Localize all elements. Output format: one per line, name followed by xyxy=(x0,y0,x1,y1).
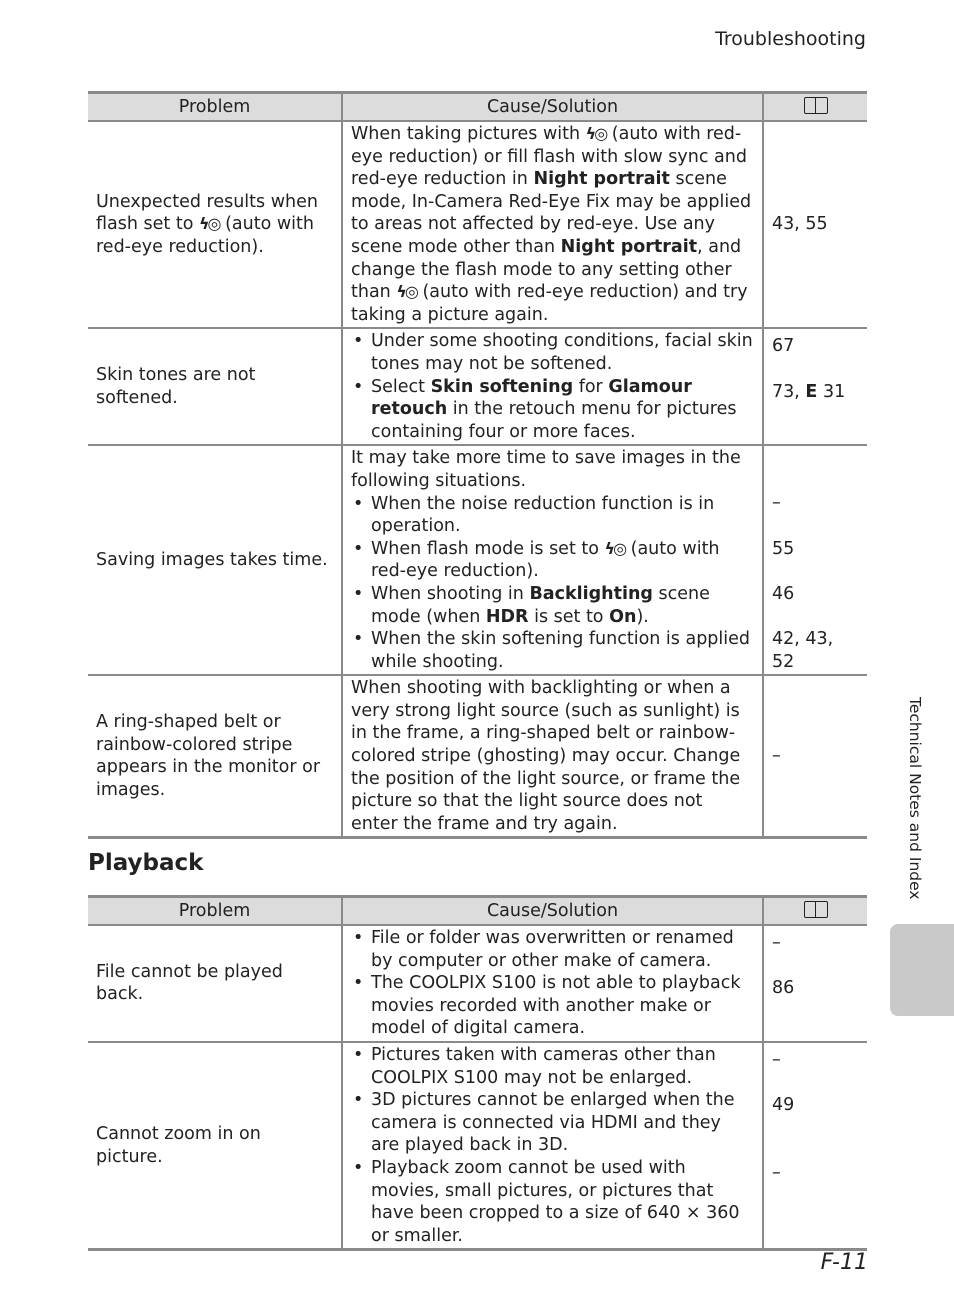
cause-cell: When shooting with backlighting or when a very strong light source (such as sunlight) is in the frame, a ring-shaped belt or rainbow-colored stripe (ghosting) may occur. Change the position of the light source, or frame the picture so that the light source does not enter the frame and try again. xyxy=(342,675,763,838)
troubleshooting-table xyxy=(88,91,867,839)
reference-e-icon: E xyxy=(805,381,818,402)
side-section-label: Technical Notes and Index xyxy=(906,697,924,900)
flash-redeye-icon: ϟ◎ xyxy=(198,214,220,234)
flash-redeye-icon: ϟ◎ xyxy=(396,282,417,302)
table-row xyxy=(88,1042,867,1250)
table-header-row xyxy=(88,93,867,122)
list-item: • When the skin softening function is applied while shooting. xyxy=(351,628,754,673)
cause-cell xyxy=(342,1042,763,1250)
reference-cell: 67 73, E 31 xyxy=(763,328,867,445)
column-header-problem: Problem xyxy=(88,93,342,122)
cause-cell: It may take more time to save images in the following situations. • When the noise reduction function is in operation. • When flash mode is set to ϟ◎ (auto with red-eye reduction). • When shooting in Backlighting scene mode (when HDR is set to On). • When the skin softening function is applied while shooting. xyxy=(342,445,763,675)
section-title-playback: Playback xyxy=(88,850,204,876)
column-header-reference xyxy=(763,93,867,122)
problem-cell: A ring-shaped belt or rainbow-colored stripe appears in the monitor or images. xyxy=(88,675,342,838)
playback-table xyxy=(88,895,867,1251)
list-item: • Pictures taken with cameras other than COOLPIX S100 may not be enlarged. xyxy=(351,1044,754,1089)
table-row xyxy=(88,675,867,838)
side-index-tab xyxy=(890,924,954,1016)
flash-redeye-icon: ϟ◎ xyxy=(604,538,626,558)
book-reference-icon xyxy=(804,901,828,918)
table-row xyxy=(88,328,867,445)
reference-cell: 43, 55 xyxy=(763,121,867,328)
flash-redeye-icon: ϟ◎ xyxy=(585,124,607,143)
problem-cell: Skin tones are not softened. xyxy=(88,328,342,445)
list-item: • Select Skin softening for Glamour retouch in the retouch menu for pictures containing four or more faces. xyxy=(351,376,754,444)
problem-cell: Cannot zoom in on picture. xyxy=(88,1042,342,1250)
column-header-cause: Cause/Solution xyxy=(342,897,763,926)
reference-cell: – xyxy=(763,675,867,838)
problem-cell: Unexpected results when flash set to ϟ◎ (auto with red-eye reduction). xyxy=(88,121,342,328)
list-item: • When flash mode is set to ϟ◎ (auto with red-eye reduction). xyxy=(351,538,754,583)
column-header-problem: Problem xyxy=(88,897,342,926)
reference-cell: – 55 46 42, 43, 52 xyxy=(763,445,867,675)
table-row xyxy=(88,445,867,675)
reference-cell: – 49 – xyxy=(763,1042,867,1250)
list-item: • Under some shooting conditions, facial skin tones may not be softened. xyxy=(351,330,754,375)
page-prefix-icon: F xyxy=(820,1250,833,1275)
cause-cell xyxy=(342,328,763,445)
table-row xyxy=(88,121,867,328)
list-item: • File or folder was overwritten or renamed by computer or other make of camera. xyxy=(351,927,754,972)
problem-cell: Saving images takes time. xyxy=(88,445,342,675)
reference-cell: – 86 xyxy=(763,925,867,1042)
list-item: • When the noise reduction function is in operation. xyxy=(351,493,754,538)
table-row xyxy=(88,925,867,1042)
column-header-reference xyxy=(763,897,867,926)
list-item: • 3D pictures cannot be enlarged when the camera is connected via HDMI and they are played back in 3D. xyxy=(351,1089,754,1157)
column-header-cause: Cause/Solution xyxy=(342,93,763,122)
book-reference-icon xyxy=(804,97,828,114)
cause-cell: When taking pictures with ϟ◎ (auto with red-eye reduction) or fill flash with slow sync and red-eye reduction in Night portrait scene mode, In-Camera Red-Eye Fix may be applied to areas not affected by red-eye. Use any scene mode other than Night portrait, and change the flash mode to any setting other than ϟ◎ (auto with red-eye reduction) and try taking a picture again. xyxy=(342,121,763,328)
cause-cell xyxy=(342,925,763,1042)
list-item: • Playback zoom cannot be used with movies, small pictures, or pictures that have been cropped to a size of 640 × 360 or smaller. xyxy=(351,1157,754,1247)
table-header-row xyxy=(88,897,867,926)
list-item: • When shooting in Backlighting scene mode (when HDR is set to On). xyxy=(351,583,754,628)
problem-cell: File cannot be played back. xyxy=(88,925,342,1042)
page-number: F-11 xyxy=(820,1250,868,1275)
list-item: • The COOLPIX S100 is not able to playback movies recorded with another make or model of digital camera. xyxy=(351,972,754,1040)
page-header-title: Troubleshooting xyxy=(715,28,866,50)
